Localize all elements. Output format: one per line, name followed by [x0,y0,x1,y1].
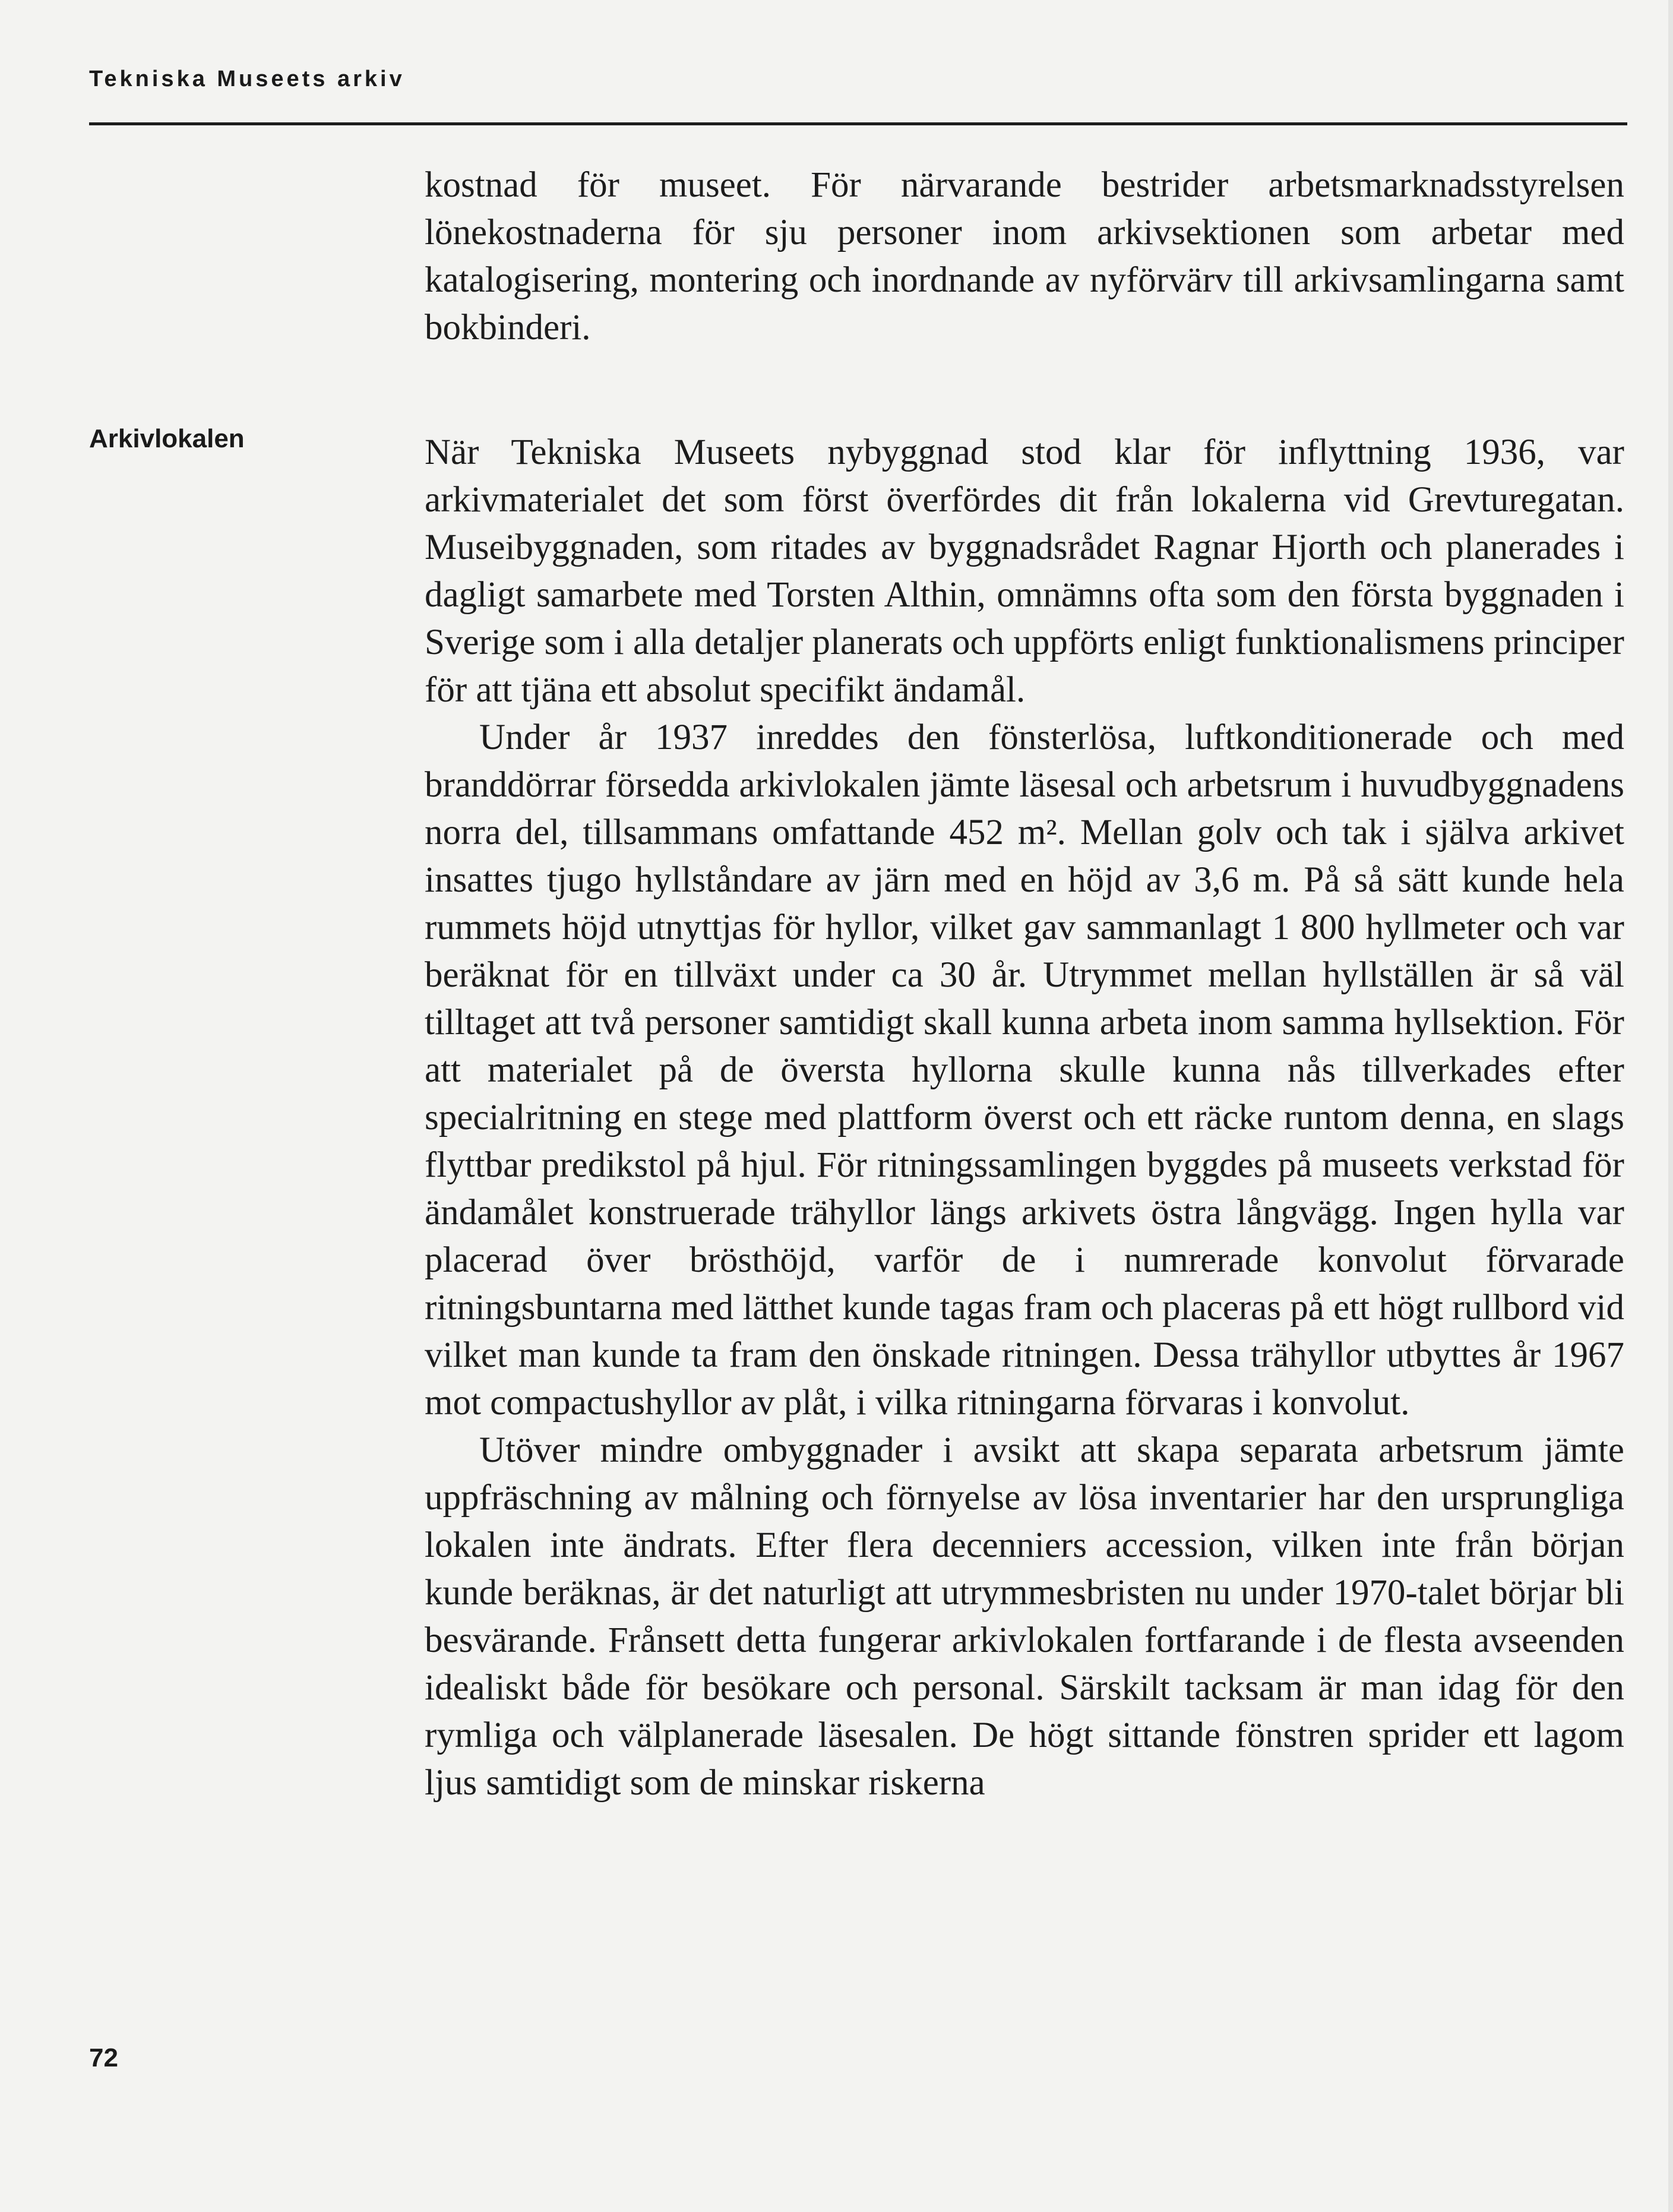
page-edge [1668,0,1673,2212]
paragraph-arkivlokalen-intro: När Tekniska Museets nybyggnad stod klar för inflyttning 1936, var arkivmaterialet det som först överfördes dit från lokalerna vid Grevturegatan. Museibyggnaden, som ritades av byggnadsrådet Ragnar Hjorth och planerades i dagligt samarbete med Torsten Althin, omnämns ofta som den första byggnaden i Sverige som i alla detaljer planerats och uppförts enligt funktionalismens principer för att tjäna ett absolut specifikt ändamål. [425,432,1624,710]
header-rule [89,122,1627,125]
page-number: 72 [89,2043,118,2072]
running-title: Tekniska Museets arkiv [89,67,405,91]
paragraph-1937: Under år 1937 inreddes den fönsterlösa, luftkonditionerade och med branddörrar försedda arkivlokalen jämte läsesal och arbetsrum i huvudbyggnadens norra del, tillsammans omfattande 452 m². Mellan golv och tak i själva arkivet insattes tjugo hyllståndare av järn med en höjd av 3,6 m. På så sätt kunde hela rummets höjd utnyttjas för hyllor, vilket gav sammanlagt 1 800 hyllmeter och var beräknat för en tillväxt under ca 30 år. Utrymmet mellan hyllställen är så väl tilltaget att två personer samtidigt skall kunna arbeta inom samma hyllsektion. För att materialet på de översta hyllorna skulle kunna nås tillverkades efter specialritning en stege med plattform överst och ett räcke runtom denna, en slags flyttbar predikstol på hjul. För ritningssamlingen byggdes på museets verkstad för ändamålet konstruerade trähyllor längs arkivets östra långvägg. Ingen hylla var placerad över brösthöjd, varför de i numrerade konvolut förvarade ritningsbuntarna med lätthet kunde tagas fram och placeras på ett högt rullbord vid vilket man kunde ta fram den önskade ritningen. Dessa trähyllor utbyttes år 1967 mot compactushyllor av plåt, i vilka ritningarna förvaras i konvolut. [425,718,1624,1423]
paragraph-continuation: kostnad för museet. För närvarande bestrider arbetsmarknadsstyrelsen lönekostnaderna för sju personer inom arkivsektionen som arbetar med katalogisering, montering och inordnande av nyförvärv till arkivsamlingarna samt bokbinderi. [425,165,1624,347]
body-text [425,162,1624,1807]
paragraph-ombyggnader: Utöver mindre ombyggnader i avsikt att skapa separata arbetsrum jämte uppfräschning av målning och förnyelse av lösa inventarier har den ursprungliga lokalen inte ändrats. Efter flera decenniers accession, vilken inte från början kunde beräknas, är det naturligt att utrymmesbristen nu under 1970-talet börjar bli besvärande. Frånsett detta fungerar arkivlokalen fortfarande i de flesta avseenden idealiskt både för besökare och personal. Särskilt tacksam är man idag för den rymliga och välplanerade läsesalen. De högt sittande fönstren sprider ett lagom ljus samtidigt som de minskar riskerna [425,1430,1624,1803]
section-heading: Arkivlokalen [89,424,245,453]
